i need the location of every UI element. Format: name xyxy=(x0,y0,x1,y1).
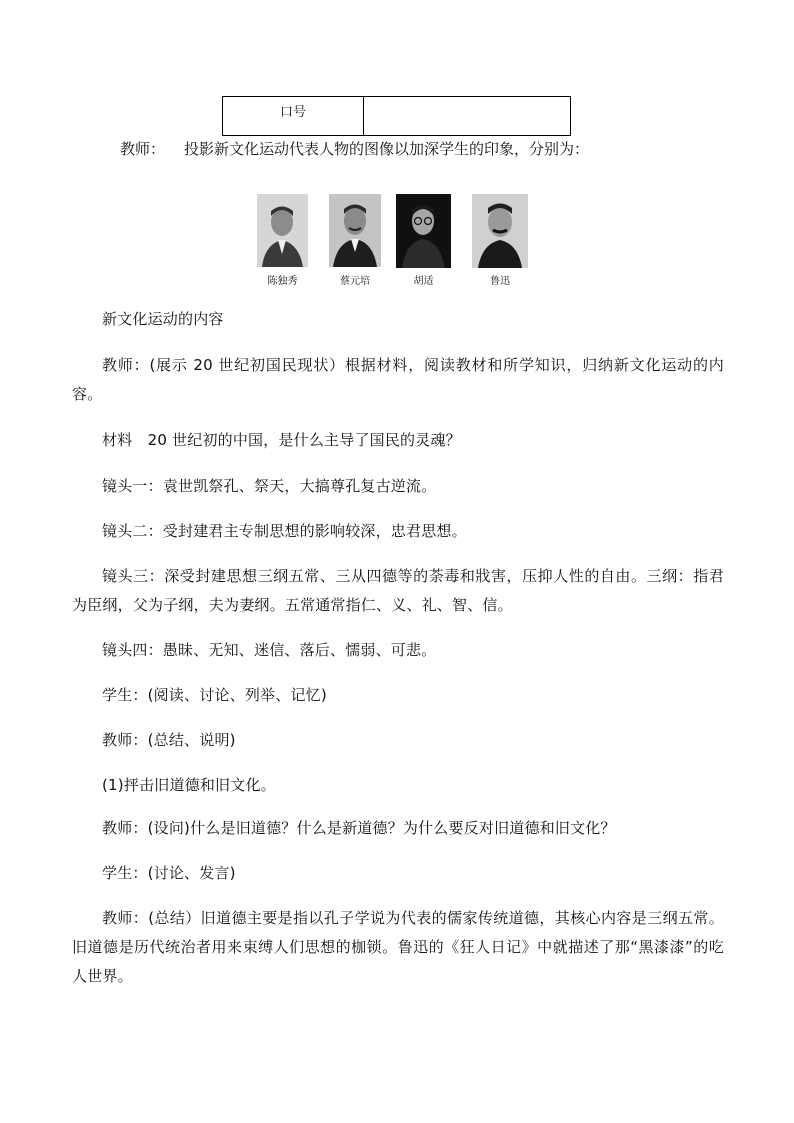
portrait-caption: 蔡元培 xyxy=(340,276,370,287)
paragraph: 教师：(总结）旧道德主要是指以孔子学说为代表的儒家传统道德，其核心内容是三纲五常。旧道德是历代统治者用来束缚人们思想的枷锁。鲁迅的《狂人日记》中就描述了那“黑漆漆”的吃人世界。 xyxy=(72,909,724,985)
intro-text: 投影新文化运动代表人物的图像以加深学生的印象，分别为： xyxy=(184,140,590,158)
portrait-chen-duxiu xyxy=(257,194,308,267)
intro-speaker: 教师： xyxy=(120,140,166,158)
paragraph: 镜头一：袁世凯祭孔、祭天，大搞尊孔复古逆流。 xyxy=(102,477,437,495)
portrait-lu-xun xyxy=(472,194,528,268)
slogan-value-cell xyxy=(364,97,571,136)
paragraph: 教师：(总结、说明) xyxy=(102,731,236,749)
paragraph: 镜头二：受封建君主专制思想的影响较深，忠君思想。 xyxy=(102,522,467,540)
portrait-caption: 陈独秀 xyxy=(267,276,298,287)
table-row xyxy=(223,97,571,136)
paragraph: 材料 20 世纪初的中国，是什么主导了国民的灵魂？ xyxy=(102,431,461,449)
paragraph: 学生：(讨论、发言) xyxy=(102,864,236,882)
portrait-hu-shi xyxy=(396,194,451,268)
portrait-photo-icon xyxy=(472,194,528,268)
slogan-label-cell: 口号 xyxy=(223,97,364,136)
paragraph: 教师：(展示 20 世纪初国民现状）根据材料，阅读教材和所学知识，归纳新文化运动的内容。 xyxy=(72,356,724,403)
paragraph: 镜头三：深受封建思想三纲五常、三从四德等的荼毒和戕害，压抑人性的自由。三纲：指君为臣纲，父为子纲，夫为妻纲。五常通常指仁、义、礼、智、信。 xyxy=(72,567,724,614)
portrait-caption: 胡适 xyxy=(413,276,434,287)
section-heading: 新文化运动的内容 xyxy=(102,310,224,328)
paragraph: 教师：(设问)什么是旧道德？什么是新道德？为什么要反对旧道德和旧文化？ xyxy=(102,819,616,837)
portrait-caption: 鲁迅 xyxy=(490,276,510,287)
portrait-photo-icon xyxy=(257,194,308,267)
paragraph: (1)抨击旧道德和旧文化。 xyxy=(102,776,276,794)
portrait-cai-yuanpei xyxy=(329,194,381,267)
paragraph: 学生：(阅读、讨论、列举、记忆) xyxy=(102,686,327,704)
paragraph: 镜头四：愚昧、无知、迷信、落后、懦弱、可悲。 xyxy=(102,641,437,659)
portrait-photo-icon xyxy=(329,194,381,267)
portrait-photo-icon xyxy=(396,194,451,268)
slogan-table xyxy=(222,96,571,136)
